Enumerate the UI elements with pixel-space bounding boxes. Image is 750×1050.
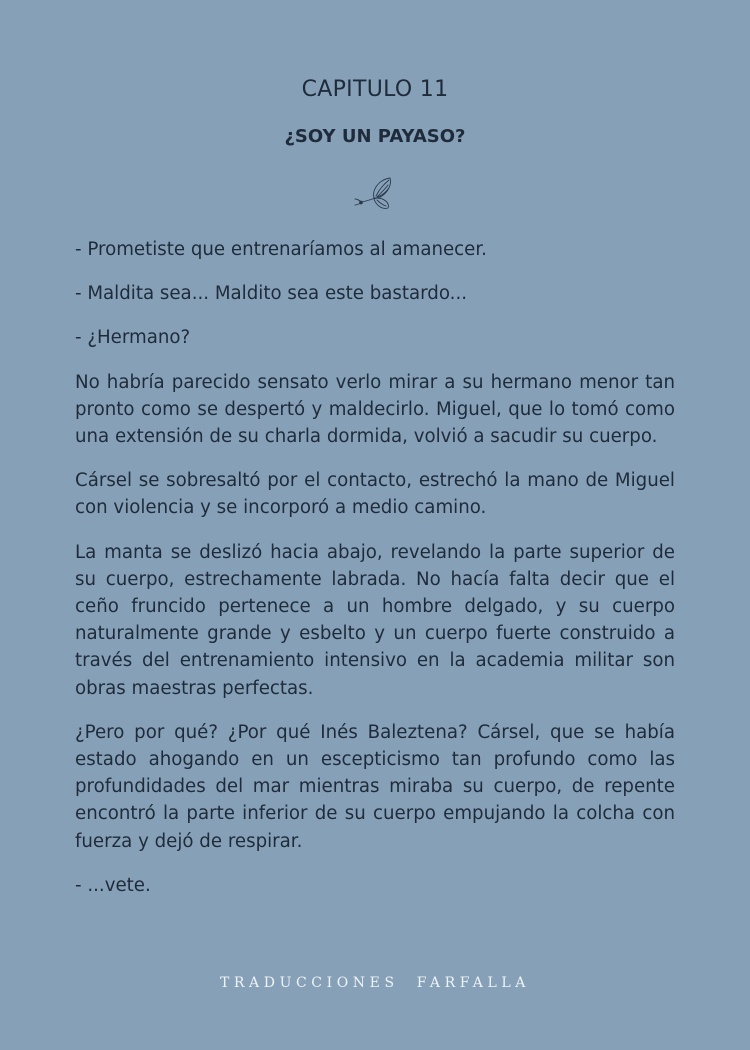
paragraph: - ...vete. xyxy=(75,874,151,896)
paragraph: La manta se deslizó hacia abajo, revelando la parte superior de su cuerpo, estrechamente labrada. No hacía falta decir que el ceño fruncido pertenece a un hombre delgado, y su cuerpo naturalmente grande y esbelto y un cuerpo fuerte construido a través del entrenamiento intensivo en la academia militar son obras maestras perfectas. xyxy=(75,541,675,699)
chapter-title: CAPITULO 11 xyxy=(301,77,449,102)
chapter-subtitle: ¿SOY UN PAYASO? xyxy=(284,126,466,147)
paragraph: No habría parecido sensato verlo mirar a su hermano menor tan pronto como se despertó y maldecirlo. Miguel, que lo tomó como una extensión de su charla dormida, volvió a sacudir su cuerpo. xyxy=(75,371,675,448)
paragraph: - Prometiste que entrenaríamos al amanecer. xyxy=(75,239,487,260)
butterfly-icon xyxy=(354,176,396,214)
paragraph: - Maldita sea... Maldito sea este bastardo... xyxy=(75,283,468,305)
paragraph: - ¿Hermano? xyxy=(75,327,191,349)
paragraph: Cársel se sobresaltó por el contacto, estrechó la mano de Miguel con violencia y se incorporó a medio camino. xyxy=(75,470,675,519)
footer-credit: TRADUCCIONES FARFALLA xyxy=(219,975,531,991)
chapter-text xyxy=(75,236,675,916)
paragraph: ¿Pero por qué? ¿Por qué Inés Baleztena? Cársel, que se había estado ahogando en un escepticismo tan profundo como las profundidades del mar mientras miraba su cuerpo, de repente encontró la parte inferior de su cuerpo empujando la colcha con fuerza y dejó de respirar. xyxy=(75,721,675,852)
